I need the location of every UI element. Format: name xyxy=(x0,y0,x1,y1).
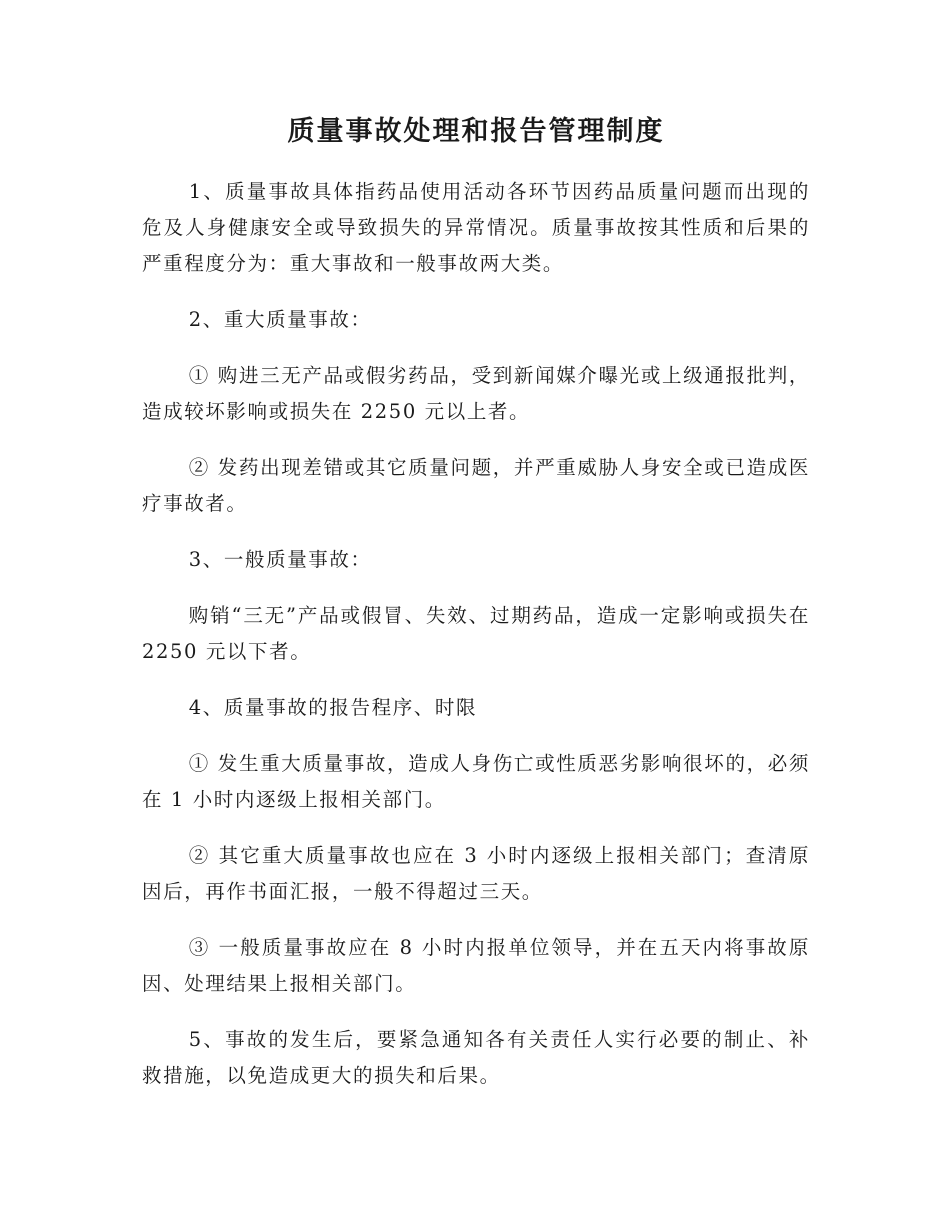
paragraph-reporting-item-2: ② 其它重大质量事故也应在 3 小时内逐级上报相关部门；查清原因后，再作书面汇报，一般不得超过三天。 xyxy=(142,844,810,903)
paragraph-general-accident-item: 购销“三无”产品或假冒、失效、过期药品，造成一定影响或损失在 2250 元以下者。 xyxy=(142,604,810,663)
paragraph-major-accident-heading: 2、重大质量事故： xyxy=(188,308,372,331)
paragraph-major-accident-item-2: ② 发药出现差错或其它质量问题，并严重威胁人身安全或已造成医疗事故者。 xyxy=(142,456,810,515)
paragraph-major-accident-item-1: ① 购进三无产品或假劣药品，受到新闻媒介曝光或上级通报批判，造成较坏影响或损失在 2250 元以上者。 xyxy=(142,364,810,423)
paragraph-reporting-heading: 4、质量事故的报告程序、时限 xyxy=(188,696,478,719)
paragraph-reporting-item-1: ① 发生重大质量事故，造成人身伤亡或性质恶劣影响很坏的，必须在 1 小时内逐级上报相关部门。 xyxy=(142,752,810,811)
document-title: 质量事故处理和报告管理制度 xyxy=(287,116,665,147)
paragraph-emergency-measures: 5、事故的发生后，要紧急通知各有关责任人实行必要的制止、补救措施，以免造成更大的损失和后果。 xyxy=(142,1028,810,1087)
paragraph-reporting-item-3: ③ 一般质量事故应在 8 小时内报单位领导，并在五天内将事故原因、处理结果上报相关部门。 xyxy=(142,936,810,995)
paragraph-definition: 1、质量事故具体指药品使用活动各环节因药品质量问题而出现的危及人身健康安全或导致损失的异常情况。质量事故按其性质和后果的严重程度分为：重大事故和一般事故两大类。 xyxy=(142,180,810,275)
paragraph-general-accident-heading: 3、一般质量事故： xyxy=(188,548,372,571)
